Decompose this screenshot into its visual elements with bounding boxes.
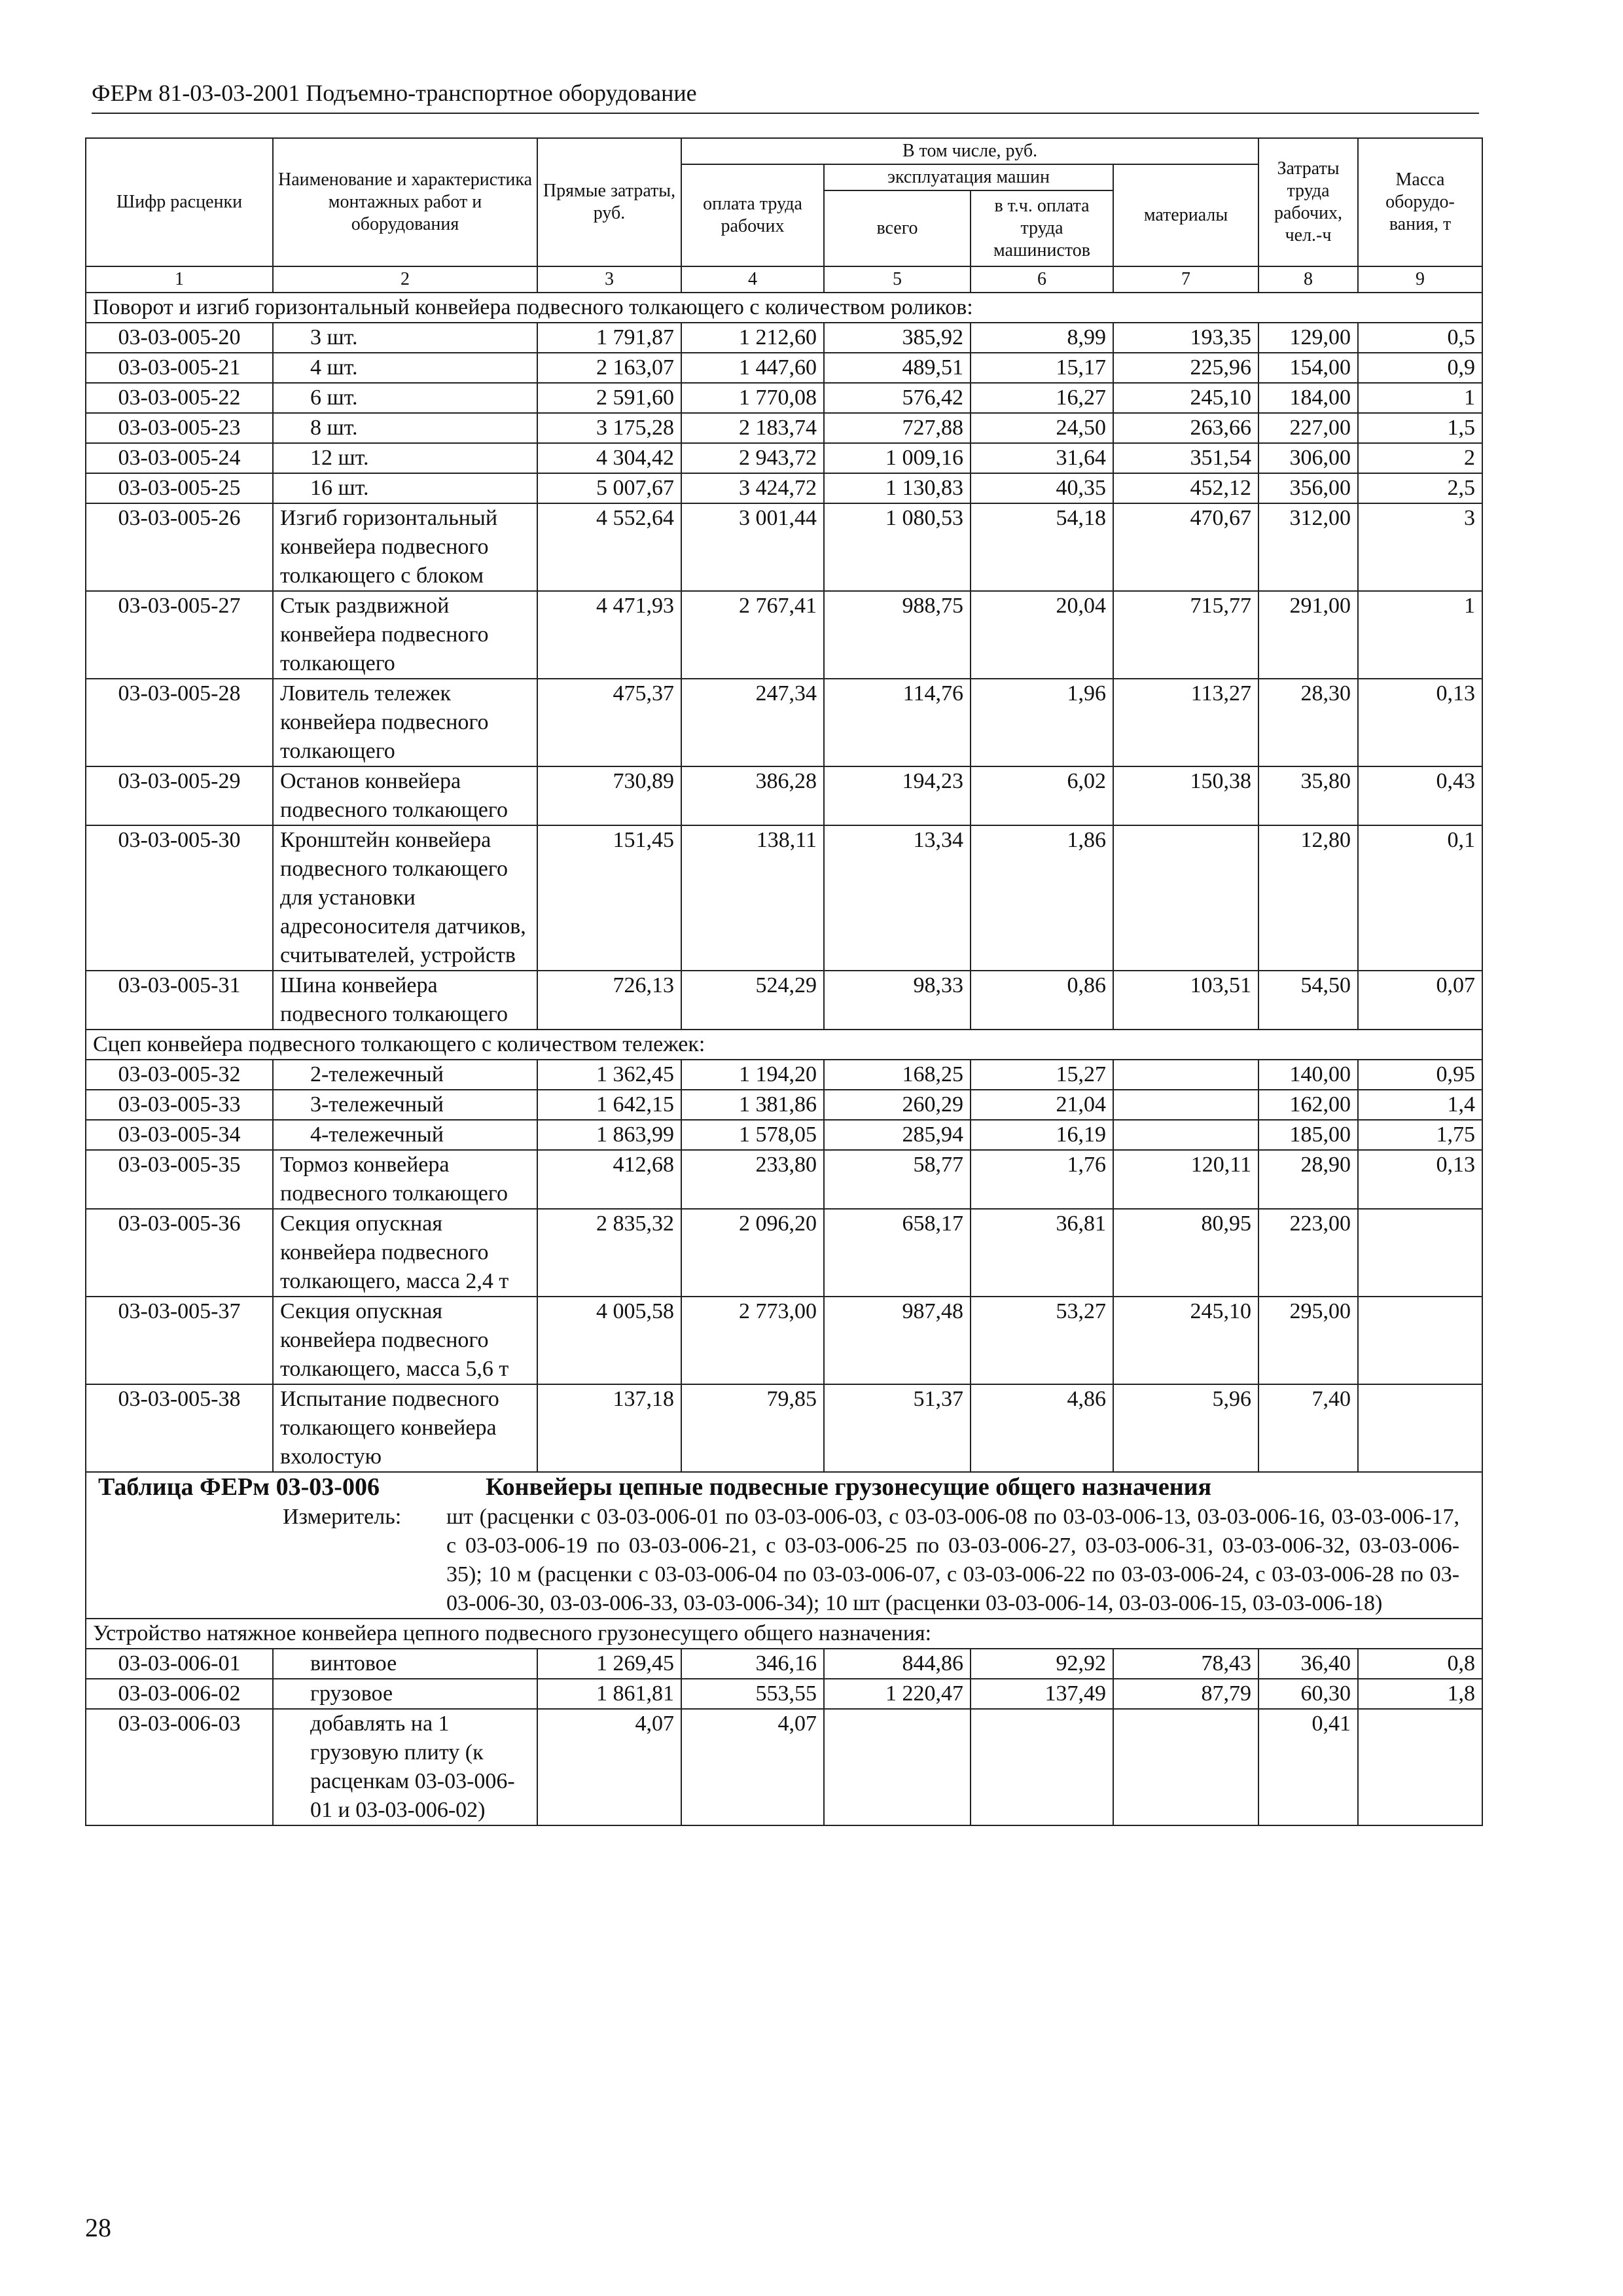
wages-cell: 247,34: [681, 679, 824, 766]
materials-cell: 120,11: [1113, 1150, 1258, 1209]
labor-costs-cell: 312,00: [1258, 503, 1358, 591]
machines-total-cell: 1 220,47: [824, 1679, 971, 1709]
table-row: [86, 1209, 1482, 1297]
section-title: Устройство натяжное конвейера цепного подвесного грузонесущего общего назначения:: [86, 1619, 1482, 1649]
direct-costs-cell: 1 861,81: [537, 1679, 681, 1709]
work-name-cell: 4 шт.: [273, 353, 537, 383]
machinists-wages-cell: 16,27: [971, 383, 1113, 413]
machinists-wages-cell: 1,76: [971, 1150, 1113, 1209]
table-row: [86, 1150, 1482, 1209]
section-title: Сцеп конвейера подвесного толкающего с количеством тележек:: [86, 1030, 1482, 1060]
direct-costs-cell: 3 175,28: [537, 413, 681, 443]
wages-cell: 4,07: [681, 1709, 824, 1825]
labor-costs-cell: 12,80: [1258, 825, 1358, 971]
section-title: Поворот и изгиб горизонтальный конвейера подвесного толкающего с количеством роликов:: [86, 293, 1482, 323]
direct-costs-cell: 4 304,42: [537, 443, 681, 473]
rate-code-cell: 03-03-005-27: [86, 591, 273, 679]
direct-costs-cell: 4,07: [537, 1709, 681, 1825]
table-row: [86, 473, 1482, 503]
machinists-wages-cell: 15,27: [971, 1060, 1113, 1090]
direct-costs-cell: 151,45: [537, 825, 681, 971]
table-row: [86, 503, 1482, 591]
equipment-mass-cell: 0,13: [1358, 679, 1482, 766]
machines-total-cell: 489,51: [824, 353, 971, 383]
column-number: 6: [971, 266, 1113, 293]
machines-total-cell: 1 080,53: [824, 503, 971, 591]
equipment-mass-cell: 0,43: [1358, 766, 1482, 825]
table-006-code: Таблица ФЕРм 03-03-006: [98, 1473, 380, 1501]
column-number: 4: [681, 266, 824, 293]
work-name-cell: грузовое: [273, 1679, 537, 1709]
column-number: 7: [1113, 266, 1258, 293]
table-row: [86, 1384, 1482, 1472]
materials-cell: 87,79: [1113, 1679, 1258, 1709]
wages-cell: 138,11: [681, 825, 824, 971]
work-name-cell: Изгиб горизонтальный конвейера подвесного толкающего с блоком: [273, 503, 537, 591]
equipment-mass-cell: 0,9: [1358, 353, 1482, 383]
table-row: [86, 1297, 1482, 1384]
direct-costs-cell: 4 005,58: [537, 1297, 681, 1384]
labor-costs-cell: 0,41: [1258, 1709, 1358, 1825]
labor-costs-cell: 223,00: [1258, 1209, 1358, 1297]
rate-code-cell: 03-03-006-03: [86, 1709, 273, 1825]
header-code: Шифр расценки: [86, 138, 273, 266]
wages-cell: 346,16: [681, 1649, 824, 1679]
page-number: 28: [85, 2213, 111, 2242]
table-row: [86, 1060, 1482, 1090]
machinists-wages-cell: 54,18: [971, 503, 1113, 591]
rate-code-cell: 03-03-005-38: [86, 1384, 273, 1472]
wages-cell: 3 424,72: [681, 473, 824, 503]
machines-total-cell: 98,33: [824, 971, 971, 1030]
materials-cell: 113,27: [1113, 679, 1258, 766]
rate-code-cell: 03-03-005-37: [86, 1297, 273, 1384]
work-name-cell: Секция опускная конвейера подвесного толкающего, масса 5,6 т: [273, 1297, 537, 1384]
machinists-wages-cell: 53,27: [971, 1297, 1113, 1384]
equipment-mass-cell: 0,13: [1358, 1150, 1482, 1209]
equipment-mass-cell: 1: [1358, 383, 1482, 413]
header-including: В том числе, руб.: [681, 138, 1258, 164]
machinists-wages-cell: 0,86: [971, 971, 1113, 1030]
work-name-cell: 16 шт.: [273, 473, 537, 503]
header-machinists-wages: в т.ч. оплата труда машинистов: [971, 190, 1113, 266]
column-number: 1: [86, 266, 273, 293]
machinists-wages-cell: 36,81: [971, 1209, 1113, 1297]
rates-table: [85, 137, 1483, 1826]
work-name-cell: Шина конвейера подвесного толкающего: [273, 971, 537, 1030]
labor-costs-cell: 28,30: [1258, 679, 1358, 766]
table-row: [86, 1709, 1482, 1825]
table-row: [86, 766, 1482, 825]
rate-code-cell: 03-03-005-32: [86, 1060, 273, 1090]
machines-total-cell: 13,34: [824, 825, 971, 971]
header-mass: Масса оборудо-вания, т: [1358, 138, 1482, 266]
materials-cell: 245,10: [1113, 1297, 1258, 1384]
rate-code-cell: 03-03-005-21: [86, 353, 273, 383]
wages-cell: 2 773,00: [681, 1297, 824, 1384]
labor-costs-cell: 184,00: [1258, 383, 1358, 413]
materials-cell: [1113, 1120, 1258, 1150]
labor-costs-cell: 306,00: [1258, 443, 1358, 473]
header-materials: материалы: [1113, 164, 1258, 266]
wages-cell: 1 447,60: [681, 353, 824, 383]
direct-costs-cell: 2 835,32: [537, 1209, 681, 1297]
rate-code-cell: 03-03-005-33: [86, 1090, 273, 1120]
equipment-mass-cell: [1358, 1709, 1482, 1825]
work-name-cell: добавлять на 1 грузовую плиту (к расценкам 03-03-006-01 и 03-03-006-02): [273, 1709, 537, 1825]
materials-cell: [1113, 1090, 1258, 1120]
machines-total-cell: 285,94: [824, 1120, 971, 1150]
materials-cell: 452,12: [1113, 473, 1258, 503]
section-row: [86, 293, 1482, 323]
labor-costs-cell: 60,30: [1258, 1679, 1358, 1709]
direct-costs-cell: 1 791,87: [537, 323, 681, 353]
equipment-mass-cell: 0,5: [1358, 323, 1482, 353]
machinists-wages-cell: 16,19: [971, 1120, 1113, 1150]
direct-costs-cell: 1 642,15: [537, 1090, 681, 1120]
wages-cell: 2 096,20: [681, 1209, 824, 1297]
labor-costs-cell: 356,00: [1258, 473, 1358, 503]
machines-total-cell: 114,76: [824, 679, 971, 766]
work-name-cell: Испытание подвесного толкающего конвейера вхолостую: [273, 1384, 537, 1472]
wages-cell: 1 578,05: [681, 1120, 824, 1150]
header-name: Наименование и характеристика монтажных работ и оборудования: [273, 138, 537, 266]
machinists-wages-cell: 40,35: [971, 473, 1113, 503]
labor-costs-cell: 140,00: [1258, 1060, 1358, 1090]
rate-code-cell: 03-03-005-35: [86, 1150, 273, 1209]
machinists-wages-cell: 1,96: [971, 679, 1113, 766]
section-row: [86, 1030, 1482, 1060]
machinists-wages-cell: 31,64: [971, 443, 1113, 473]
machinists-wages-cell: 1,86: [971, 825, 1113, 971]
direct-costs-cell: 1 362,45: [537, 1060, 681, 1090]
rate-code-cell: 03-03-005-29: [86, 766, 273, 825]
header-machines-total: всего: [824, 190, 971, 266]
work-name-cell: 4-тележечный: [273, 1120, 537, 1150]
table-row: [86, 1679, 1482, 1709]
machines-total-cell: 844,86: [824, 1649, 971, 1679]
header-labor: Затраты труда рабочих, чел.-ч: [1258, 138, 1358, 266]
direct-costs-cell: 726,13: [537, 971, 681, 1030]
work-name-cell: Тормоз конвейера подвесного толкающего: [273, 1150, 537, 1209]
labor-costs-cell: 154,00: [1258, 353, 1358, 383]
table-row: [86, 443, 1482, 473]
machines-total-cell: 51,37: [824, 1384, 971, 1472]
rate-code-cell: 03-03-005-31: [86, 971, 273, 1030]
wages-cell: 3 001,44: [681, 503, 824, 591]
machinists-wages-cell: 15,17: [971, 353, 1113, 383]
direct-costs-cell: 137,18: [537, 1384, 681, 1472]
machines-total-cell: 168,25: [824, 1060, 971, 1090]
equipment-mass-cell: 1,5: [1358, 413, 1482, 443]
materials-cell: 193,35: [1113, 323, 1258, 353]
machines-total-cell: 194,23: [824, 766, 971, 825]
materials-cell: 103,51: [1113, 971, 1258, 1030]
labor-costs-cell: 7,40: [1258, 1384, 1358, 1472]
materials-cell: [1113, 825, 1258, 971]
rate-code-cell: 03-03-006-02: [86, 1679, 273, 1709]
work-name-cell: 6 шт.: [273, 383, 537, 413]
direct-costs-cell: 4 552,64: [537, 503, 681, 591]
wages-cell: 2 943,72: [681, 443, 824, 473]
rate-code-cell: 03-03-005-24: [86, 443, 273, 473]
machines-total-cell: 385,92: [824, 323, 971, 353]
materials-cell: 245,10: [1113, 383, 1258, 413]
labor-costs-cell: 227,00: [1258, 413, 1358, 443]
work-name-cell: Кронштейн конвейера подвесного толкающего для установки адресоносителя датчиков, считывателей, устройств: [273, 825, 537, 971]
table-row: [86, 323, 1482, 353]
machinists-wages-cell: 8,99: [971, 323, 1113, 353]
table-row: [86, 353, 1482, 383]
table-row: [86, 413, 1482, 443]
work-name-cell: 8 шт.: [273, 413, 537, 443]
wages-cell: 2 767,41: [681, 591, 824, 679]
rate-code-cell: 03-03-005-22: [86, 383, 273, 413]
direct-costs-cell: 2 163,07: [537, 353, 681, 383]
wages-cell: 524,29: [681, 971, 824, 1030]
labor-costs-cell: 162,00: [1258, 1090, 1358, 1120]
meter-label: Измеритель:: [283, 1505, 402, 1529]
machines-total-cell: 1 009,16: [824, 443, 971, 473]
column-number: 9: [1358, 266, 1482, 293]
materials-cell: 150,38: [1113, 766, 1258, 825]
direct-costs-cell: 1 269,45: [537, 1649, 681, 1679]
equipment-mass-cell: [1358, 1209, 1482, 1297]
machinists-wages-cell: 4,86: [971, 1384, 1113, 1472]
machines-total-cell: 727,88: [824, 413, 971, 443]
machinists-wages-cell: [971, 1709, 1113, 1825]
direct-costs-cell: 2 591,60: [537, 383, 681, 413]
work-name-cell: 3-тележечный: [273, 1090, 537, 1120]
work-name-cell: Ловитель тележек конвейера подвесного толкающего: [273, 679, 537, 766]
work-name-cell: Секция опускная конвейера подвесного толкающего, масса 2,4 т: [273, 1209, 537, 1297]
direct-costs-cell: 412,68: [537, 1150, 681, 1209]
equipment-mass-cell: 0,95: [1358, 1060, 1482, 1090]
equipment-mass-cell: 1,4: [1358, 1090, 1482, 1120]
equipment-mass-cell: 2,5: [1358, 473, 1482, 503]
table-006-block: [86, 1472, 1482, 1619]
header-machines: эксплуатация машин: [824, 164, 1113, 190]
direct-costs-cell: 475,37: [537, 679, 681, 766]
equipment-mass-cell: 3: [1358, 503, 1482, 591]
column-number: 5: [824, 266, 971, 293]
equipment-mass-cell: 2: [1358, 443, 1482, 473]
work-name-cell: винтовое: [273, 1649, 537, 1679]
labor-costs-cell: 295,00: [1258, 1297, 1358, 1384]
equipment-mass-cell: 0,07: [1358, 971, 1482, 1030]
machinists-wages-cell: 20,04: [971, 591, 1113, 679]
equipment-mass-cell: 0,1: [1358, 825, 1482, 971]
work-name-cell: 3 шт.: [273, 323, 537, 353]
table-row: [86, 971, 1482, 1030]
column-number: 3: [537, 266, 681, 293]
wages-cell: 553,55: [681, 1679, 824, 1709]
labor-costs-cell: 185,00: [1258, 1120, 1358, 1150]
machines-total-cell: 1 130,83: [824, 473, 971, 503]
header-wages: оплата труда рабочих: [681, 164, 824, 266]
materials-cell: 263,66: [1113, 413, 1258, 443]
rate-code-cell: 03-03-005-36: [86, 1209, 273, 1297]
materials-cell: 78,43: [1113, 1649, 1258, 1679]
rate-code-cell: 03-03-005-25: [86, 473, 273, 503]
section-row: [86, 1619, 1482, 1649]
direct-costs-cell: 730,89: [537, 766, 681, 825]
document-header: ФЕРм 81-03-03-2001 Подъемно-транспортное оборудование: [92, 79, 1479, 114]
machines-total-cell: 58,77: [824, 1150, 971, 1209]
materials-cell: [1113, 1709, 1258, 1825]
materials-cell: 80,95: [1113, 1209, 1258, 1297]
direct-costs-cell: 5 007,67: [537, 473, 681, 503]
materials-cell: [1113, 1060, 1258, 1090]
materials-cell: 715,77: [1113, 591, 1258, 679]
machines-total-cell: 988,75: [824, 591, 971, 679]
rate-code-cell: 03-03-006-01: [86, 1649, 273, 1679]
equipment-mass-cell: 0,8: [1358, 1649, 1482, 1679]
labor-costs-cell: 54,50: [1258, 971, 1358, 1030]
machinists-wages-cell: 137,49: [971, 1679, 1113, 1709]
labor-costs-cell: 35,80: [1258, 766, 1358, 825]
materials-cell: 225,96: [1113, 353, 1258, 383]
table-row: [86, 591, 1482, 679]
materials-cell: 470,67: [1113, 503, 1258, 591]
table-row: [86, 1649, 1482, 1679]
table-row: [86, 383, 1482, 413]
column-number: 2: [273, 266, 537, 293]
wages-cell: 1 381,86: [681, 1090, 824, 1120]
table-row: [86, 679, 1482, 766]
rate-code-cell: 03-03-005-20: [86, 323, 273, 353]
table-row: [86, 825, 1482, 971]
labor-costs-cell: 291,00: [1258, 591, 1358, 679]
wages-cell: 2 183,74: [681, 413, 824, 443]
wages-cell: 1 194,20: [681, 1060, 824, 1090]
rate-code-cell: 03-03-005-34: [86, 1120, 273, 1150]
machines-total-cell: 658,17: [824, 1209, 971, 1297]
work-name-cell: 12 шт.: [273, 443, 537, 473]
machines-total-cell: 576,42: [824, 383, 971, 413]
labor-costs-cell: 36,40: [1258, 1649, 1358, 1679]
machines-total-cell: 260,29: [824, 1090, 971, 1120]
equipment-mass-cell: 1,8: [1358, 1679, 1482, 1709]
direct-costs-cell: 1 863,99: [537, 1120, 681, 1150]
equipment-mass-cell: [1358, 1384, 1482, 1472]
machines-total-cell: [824, 1709, 971, 1825]
table-006-title: Конвейеры цепные подвесные грузонесущие общего назначения: [486, 1473, 1212, 1501]
meter-text: шт (расценки с 03-03-006-01 по 03-03-006-03, с 03-03-006-08 по 03-03-006-13, 03-03-006-16, 03-03-006-17, с 03-03-006-19 по 03-03-006-21, с 03-03-006-25 по 03-03-006-27, 03-03-006-31, 03-03-006-32, 03-03-006-35); 10 м (расценки с 03-03-006-04 по 03-03-006-07, с 03-03-006-22 по 03-03-006-24, с 03-03-006-28 по 03-03-006-30, 03-03-006-33, 03-03-006-34); 10 шт (расценки 03-03-006-14, 03-03-006-15, 03-03-006-18): [446, 1505, 1460, 1615]
materials-cell: 5,96: [1113, 1384, 1258, 1472]
wages-cell: 1 770,08: [681, 383, 824, 413]
equipment-mass-cell: 1: [1358, 591, 1482, 679]
table-006-header-row: [86, 1472, 1482, 1619]
machinists-wages-cell: 21,04: [971, 1090, 1113, 1120]
wages-cell: 79,85: [681, 1384, 824, 1472]
machines-total-cell: 987,48: [824, 1297, 971, 1384]
machinists-wages-cell: 24,50: [971, 413, 1113, 443]
rate-code-cell: 03-03-005-26: [86, 503, 273, 591]
work-name-cell: Стык раздвижной конвейера подвесного толкающего: [273, 591, 537, 679]
work-name-cell: 2-тележечный: [273, 1060, 537, 1090]
header-direct-costs: Прямые затраты, руб.: [537, 138, 681, 266]
machinists-wages-cell: 6,02: [971, 766, 1113, 825]
table-row: [86, 1090, 1482, 1120]
rate-code-cell: 03-03-005-23: [86, 413, 273, 443]
table-row: [86, 1120, 1482, 1150]
wages-cell: 386,28: [681, 766, 824, 825]
machinists-wages-cell: 92,92: [971, 1649, 1113, 1679]
rate-code-cell: 03-03-005-28: [86, 679, 273, 766]
equipment-mass-cell: [1358, 1297, 1482, 1384]
equipment-mass-cell: 1,75: [1358, 1120, 1482, 1150]
rates-table-body: [86, 293, 1482, 1825]
direct-costs-cell: 4 471,93: [537, 591, 681, 679]
work-name-cell: Останов конвейера подвесного толкающего: [273, 766, 537, 825]
rate-code-cell: 03-03-005-30: [86, 825, 273, 971]
labor-costs-cell: 129,00: [1258, 323, 1358, 353]
column-number: 8: [1258, 266, 1358, 293]
wages-cell: 233,80: [681, 1150, 824, 1209]
wages-cell: 1 212,60: [681, 323, 824, 353]
labor-costs-cell: 28,90: [1258, 1150, 1358, 1209]
materials-cell: 351,54: [1113, 443, 1258, 473]
